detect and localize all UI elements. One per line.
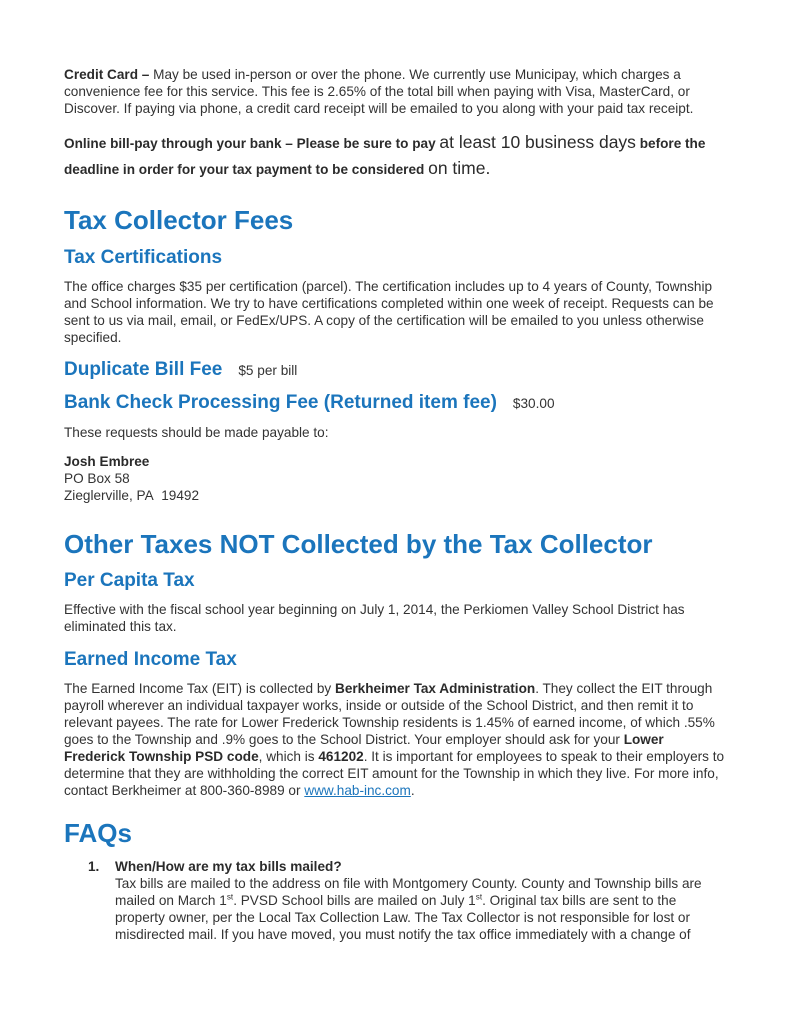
eit-bold-psd-code: Lower Frederick Township PSD code — [64, 732, 664, 764]
payee-address-line2: Zieglerville, PA 19492 — [64, 488, 200, 503]
bank-check-fee-price: $30.00 — [512, 396, 555, 411]
other-taxes-heading: Other Taxes NOT Collected by the Tax Collector — [64, 529, 653, 559]
payable-note: These requests should be made payable to: — [64, 425, 329, 440]
tax-collector-fees-heading: Tax Collector Fees — [64, 205, 294, 235]
eit-text-1: The Earned Income Tax (EIT) is collected by — [64, 681, 335, 696]
per-capita-tax-heading: Per Capita Tax — [64, 570, 195, 591]
eit-bold-berkheimer: Berkheimer Tax Administration — [335, 681, 536, 696]
eit-text-3: , which is — [258, 749, 319, 764]
faq-list — [64, 858, 728, 943]
faq-answer-1: Tax bills are mailed to the address on file with Montgomery County. County and Township bills are mailed on March 1 — [115, 876, 702, 908]
bank-check-fee-heading — [64, 392, 728, 415]
tax-certifications-paragraph: The office charges $35 per certification (parcel). The certification includes up to 4 years of County, Township and School information. We try to have certifications completed within one week of receipt. Requests can be sent to us via mail, email, or FedEx/UPS. A copy of the certification will be emailed to you unless otherwise specified. — [64, 279, 714, 345]
eit-text-5: . — [410, 783, 415, 798]
payee-address-line1: PO Box 58 — [64, 471, 130, 486]
duplicate-bill-fee-heading — [64, 359, 728, 382]
payee-name: Josh Embree — [64, 454, 150, 469]
faq-superscript-2: st — [475, 892, 483, 902]
faq-answer-2: . PVSD School bills are mailed on July 1 — [233, 893, 476, 908]
billpay-emphasis-1: at least 10 business days — [439, 132, 636, 152]
billpay-emphasis-2: on time. — [428, 158, 491, 178]
bank-check-fee-title: Bank Check Processing Fee (Returned item fee) — [64, 392, 497, 413]
tax-certifications-heading: Tax Certifications — [64, 247, 223, 268]
credit-card-paragraph — [64, 66, 728, 117]
eit-text-4: . It is important for employees to speak to their employers to determine that they are withholding the correct EIT amount for the Township in which they live. For more info, contact Berkheimer at 800-360-8989 or — [64, 749, 725, 798]
faq-answer-3: . Original tax bills are sent to the property owner, per the Local Tax Collection Law. The Tax Collector is not responsible for lost or misdirected mail. If you have moved, you must notify the tax office immediately with a change of — [115, 893, 691, 942]
earned-income-tax-heading: Earned Income Tax — [64, 649, 237, 670]
faq-item-number: 1. — [88, 859, 100, 874]
faq-question: When/How are my tax bills mailed? — [115, 859, 342, 874]
credit-card-text: May be used in-person or over the phone. We currently use Municipay, which charges a convenience fee for this service. This fee is 2.65% of the total bill when paying with Visa, MasterCard, or Discover. If paying via phone, a credit card receipt will be emailed to you along with your paid tax receipt. — [64, 67, 694, 116]
duplicate-bill-fee-price: $5 per bill — [238, 363, 298, 378]
eit-bold-psd-number: 461202 — [318, 749, 364, 764]
billpay-bold-1: Online bill-pay through your bank – Please be sure to pay — [64, 136, 440, 151]
payee-address-block — [64, 453, 728, 504]
faq-item-body — [115, 858, 728, 943]
billpay-bold-2: before the deadline in order for your tax payment to be considered — [64, 136, 706, 177]
faqs-heading: FAQs — [64, 818, 132, 848]
per-capita-tax-paragraph: Effective with the fiscal school year beginning on July 1, 2014, the Perkiomen Valley School District has eliminated this tax. — [64, 602, 685, 634]
hab-inc-link[interactable]: www.hab-inc.com — [304, 783, 411, 798]
eit-text-2: . They collect the EIT through payroll wherever an individual taxpayer works, inside or outside of the School District, and then remit it to relevant payees. The rate for Lower Frederick Township residents is 1.45% of earned income, of which .55% goes to the Township and .9% goes to the School District. Your employer should ask for your — [64, 681, 715, 747]
faq-item-1 — [64, 858, 728, 943]
duplicate-bill-fee-title: Duplicate Bill Fee — [64, 359, 223, 380]
earned-income-tax-paragraph — [64, 680, 728, 799]
online-billpay-paragraph — [64, 130, 728, 182]
faq-superscript-1: st — [226, 892, 234, 902]
credit-card-lead: Credit Card – — [64, 67, 150, 82]
